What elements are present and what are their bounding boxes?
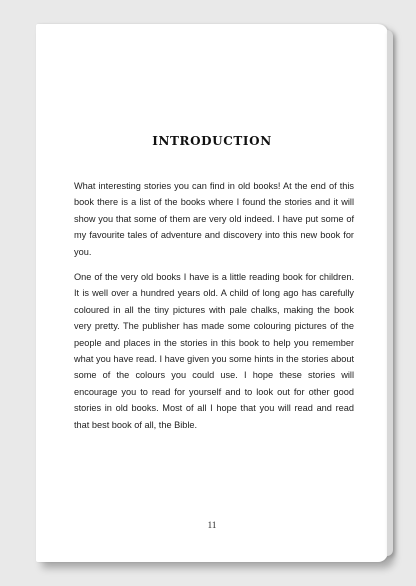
body-text <box>74 178 354 442</box>
book-page <box>36 24 388 562</box>
paragraph-2: One of the very old books I have is a little reading book for children. It is well over a hundred years old. A child of long ago has carefully coloured in all the tiny pictures with pale chalks, making the book very pretty. The publisher has made some colouring pictures of the people and places in the stories in this book to help you remember what you have read. I have given you some hints in the stories about some of the colours you could use. I hope these stories will encourage you to read for yourself and to look out for other good stories in old books. Most of all I hope that you will read and read that best book of all, the Bible. <box>74 272 354 430</box>
page-number: 11 <box>207 520 217 530</box>
page-title: INTRODUCTION <box>152 134 272 148</box>
paragraph-1: What interesting stories you can find in old books! At the end of this book there is a list of the books where I found the stories and it will show you that some of them are very old indeed. I have put some of my favourite tales of adventure and discovery into this new book for you. <box>74 181 354 257</box>
page-edge <box>387 30 393 556</box>
